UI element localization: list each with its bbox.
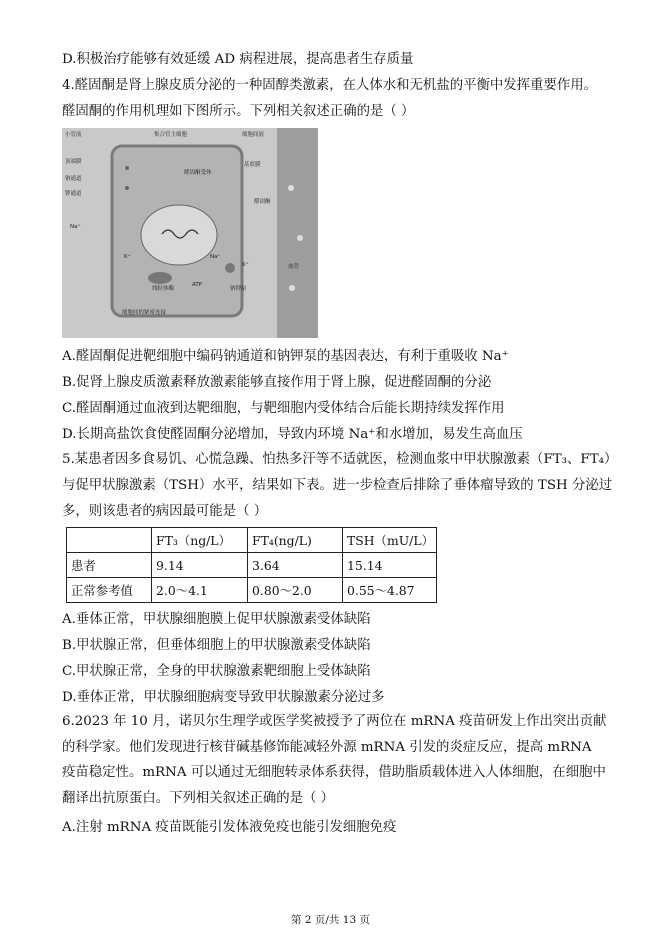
- figure-label: K⁺: [124, 254, 131, 260]
- q4-stem-line1: 4.醛固酮是肾上腺皮质分泌的一种固醇类激素，在人体水和无机盐的平衡中发挥重要作用。: [62, 78, 598, 93]
- q5-stem-line3: 多，则该患者的病因最可能是（ ）: [62, 504, 268, 519]
- table-cell: 0.80～2.0: [248, 578, 343, 603]
- figure-label: 基底膜: [244, 162, 261, 168]
- figure-label: 细胞间液: [242, 132, 265, 138]
- table-cell: 正常参考值: [67, 578, 152, 603]
- table-cell: 2.0～4.1: [152, 578, 248, 603]
- hormone-table: [66, 527, 437, 603]
- page-footer: 第 2 页/共 13 页: [291, 914, 370, 926]
- figure-label: 小管液: [65, 132, 82, 138]
- table-header: [67, 528, 152, 553]
- q4-option-d: D.长期高盐饮食使醛固酮分泌增加，导致内环境 Na⁺和水增加，易发生高血压: [62, 427, 523, 442]
- figure-label: 顶端膜: [65, 159, 82, 165]
- table-cell: 患者: [67, 553, 152, 578]
- aldosterone-mechanism-figure: [62, 128, 318, 338]
- q4-option-b: B.促肾上腺皮质激素释放激素能够直接作用于肾上腺，促进醛固酮的分泌: [62, 375, 492, 390]
- figure-label: Na⁺: [210, 254, 221, 260]
- figure-label: 钠通道: [65, 176, 82, 182]
- table-header: FT₄(ng/L): [248, 528, 343, 553]
- table-header-row: [67, 528, 437, 553]
- q5-option-d: D.垂体正常，甲状腺细胞病变导致甲状腺激素分泌过多: [62, 690, 385, 705]
- figure-label: 醛固酮受体: [184, 170, 212, 176]
- table-cell: 15.14: [343, 553, 437, 578]
- figure-label: 钠钾泵: [230, 286, 247, 292]
- table-row: [67, 578, 437, 603]
- figure-label: 线粒体酶: [152, 286, 175, 292]
- figure-label: Na⁺: [70, 224, 81, 230]
- table-cell: 0.55～4.87: [343, 578, 437, 603]
- figure-label: 醛固酮: [254, 199, 271, 205]
- q5-option-b: B.甲状腺正常，但垂体细胞上的甲状腺激素受体缺陷: [62, 638, 371, 653]
- q4-stem-line2: 醛固酮的作用机理如下图所示。下列相关叙述正确的是（ ）: [62, 104, 415, 119]
- figure-label: 血管: [288, 264, 300, 270]
- q5-option-a: A.垂体正常，甲状腺细胞膜上促甲状腺激素受体缺陷: [62, 612, 371, 627]
- table-cell: 3.64: [248, 553, 343, 578]
- table-header: TSH（mU/L）: [343, 528, 437, 553]
- q5-stem-line1: 5.某患者因多食易饥、心慌急躁、怕热多汗等不适就医，检测血浆中甲状腺激素（FT₃、FT₄）: [62, 452, 618, 467]
- q6-option-a: A.注射 mRNA 疫苗既能引发体液免疫也能引发细胞免疫: [62, 820, 397, 835]
- table-header: FT₃（ng/L）: [152, 528, 248, 553]
- figure-label: ATP: [192, 282, 203, 288]
- q6-stem: 6.2023 年 10 月，诺贝尔生理学或医学奖被授予了两位在 mRNA 疫苗研发上作出突出贡献的科学家。他们发现进行核苷碱基修饰能减轻外源 mRNA 引发的炎症反应，提高 mRNA 疫苗稳定性。mRNA 可以通过无细胞转录体系获得，借助脂质载体进入人体细胞，在细胞中翻译出抗原蛋白。下列相关叙述正确的是（ ）: [62, 714, 607, 807]
- figure-label: 钾通道: [65, 191, 82, 197]
- q4-option-c: C.醛固酮通过血液到达靶细胞，与靶细胞内受体结合后能长期持续发挥作用: [62, 401, 505, 416]
- q3-option-d: D.积极治疗能够有效延缓 AD 病程进展，提高患者生存质量: [62, 52, 414, 67]
- figure-label: K⁺: [242, 262, 249, 268]
- q4-option-a: A.醛固酮促进靶细胞中编码钠通道和钠钾泵的基因表达，有利于重吸收 Na⁺: [62, 349, 509, 364]
- q5-stem-line2: 与促甲状腺激素（TSH）水平，结果如下表。进一步检查后排除了垂体瘤导致的 TSH 分泌过: [62, 478, 613, 493]
- figure-label: 细胞间的紧密连接: [122, 310, 167, 316]
- table-row: [67, 553, 437, 578]
- table-cell: 9.14: [152, 553, 248, 578]
- q5-option-c: C.甲状腺正常，全身的甲状腺激素靶细胞上受体缺陷: [62, 664, 371, 679]
- figure-label: 集合管主细胞: [154, 132, 188, 138]
